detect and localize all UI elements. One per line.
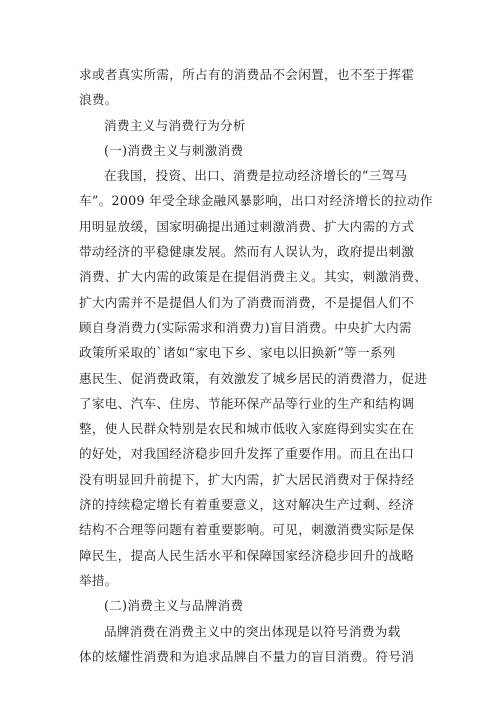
paragraph-line: 没有明显回升前提下，扩大内需，扩大居民消费对于保持经 [79,471,415,487]
paragraph-line: 浪费。 [79,92,118,108]
paragraph-line: 用明显放缓，国家明确提出通过刺激消费、扩大内需的方式 [79,218,415,234]
paragraph-line: 的好处，对我国经济稳步回升发挥了重要作用。而且在出口 [79,446,415,462]
paragraph-line: 整，使人民群众特别是农民和城市低收入家庭得到实实在在 [79,421,415,437]
document-body [79,62,433,669]
paragraph-line: 品牌消费在消费主义中的突出体现是以符号消费为载 [104,623,401,639]
paragraph-line: 带动经济的平稳健康发展。然而有人误认为，政府提出刺激 [79,244,415,260]
paragraph-line: 举措。 [79,572,118,588]
paragraph-line: 政策所采取的`诸如“家电下乡、家电以旧换新”等一系列 [79,345,396,361]
paragraph-line: 在我国，投资、出口、消费是拉动经济增长的“三驾马 [104,168,408,184]
paragraph-line: 惠民生、促消费政策，有效激发了城乡居民的消费潜力，促进 [79,370,428,386]
paragraph-line: 结构不合理等问题有着重要影响。可见，刺激消费实际是保 [79,522,415,538]
paragraph-line: 障民生，提高人民生活水平和保障国家经济稳步回升的战略 [79,547,415,563]
paragraph-line: 体的炫耀性消费和为追求品牌自不量力的盲目消费。符号消 [79,648,415,664]
paragraph-line: 求或者真实所需，所占有的消费品不会闲置，也不至于挥霍 [79,67,415,82]
paragraph-line: 车”。2009 年受全球金融风暴影响，出口对经济增长的拉动作 [79,193,433,209]
paragraph-line: 扩大内需并不是提倡人们为了消费而消费，不是提倡人们不 [79,294,415,310]
subsection-heading: (二)消费主义与品牌消费 [104,598,244,614]
paragraph-line: 消费、扩大内需的政策是在提倡消费主义。其实，刺激消费、 [79,269,428,285]
paragraph-line: 了家电、汽车、住房、节能环保产品等行业的生产和结构调 [79,395,415,411]
section-heading: 消费主义与消费行为分析 [104,117,246,133]
subsection-heading: (一)消费主义与刺激消费 [104,142,244,158]
paragraph-line: 顾自身消费力(实际需求和消费力)盲目消费。中央扩大内需 [79,319,412,335]
paragraph-line: 济的持续稳定增长有着重要意义，这对解决生产过剩、经济 [79,497,415,513]
